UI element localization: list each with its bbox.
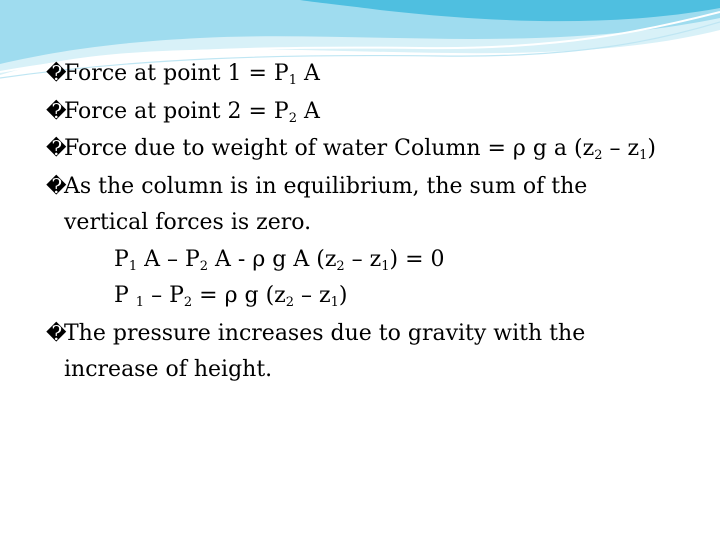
text-run: A – P [137, 246, 200, 272]
bullet-line [46, 55, 706, 93]
bullet-glyph: � [46, 320, 67, 345]
subscript: 2 [285, 295, 295, 310]
bullet-line [46, 130, 706, 168]
bullet-line [46, 93, 706, 131]
text-run: A [296, 61, 320, 86]
continuation-line [46, 352, 706, 389]
text-run: A [296, 98, 320, 124]
bullet-line [46, 168, 706, 206]
text-run: ) [647, 136, 656, 161]
bullet-glyph: � [46, 98, 67, 123]
text-run: P [114, 246, 129, 272]
subscript: 2 [288, 110, 297, 126]
subscript: 1 [381, 258, 390, 274]
subscript: 2 [199, 258, 209, 274]
text-run: The pressure increases due to gravity with the [64, 320, 586, 346]
text-run: = ρ g (z [192, 283, 286, 308]
text-run: – z [294, 283, 331, 308]
text-run: – z [602, 136, 640, 161]
text-run: – P [144, 283, 184, 308]
text-run: A - ρ g A (z [208, 246, 337, 272]
subscript: 2 [594, 148, 603, 163]
subscript: 1 [135, 295, 145, 310]
bullet-glyph: � [46, 61, 67, 85]
slide-body [46, 55, 706, 389]
subscript: 1 [128, 258, 138, 274]
bullet-glyph: � [46, 136, 67, 160]
continuation-line [46, 205, 706, 242]
text-run: – z [344, 246, 382, 272]
subscript: 2 [336, 258, 345, 274]
text-run: ) [338, 283, 348, 308]
equation-line [46, 278, 706, 315]
equation-line [46, 242, 706, 279]
text-run: ) = 0 [389, 246, 445, 272]
text-run: Force due to weight of water Column = ρ g a (z [64, 136, 595, 161]
bullet-line [46, 315, 706, 353]
subscript: 1 [330, 295, 339, 310]
text-run: increase of height. [64, 357, 273, 382]
subscript: 2 [183, 295, 193, 310]
subscript: 1 [288, 73, 297, 88]
text-run: Force at point 1 = P [64, 61, 289, 86]
text-run: P [114, 283, 136, 308]
text-run: Force at point 2 = P [64, 98, 289, 124]
text-run: As the column is in equilibrium, the sum of the [64, 173, 588, 199]
text-run: vertical forces is zero. [64, 210, 312, 235]
subscript: 1 [639, 148, 648, 163]
bullet-glyph: � [46, 173, 67, 198]
